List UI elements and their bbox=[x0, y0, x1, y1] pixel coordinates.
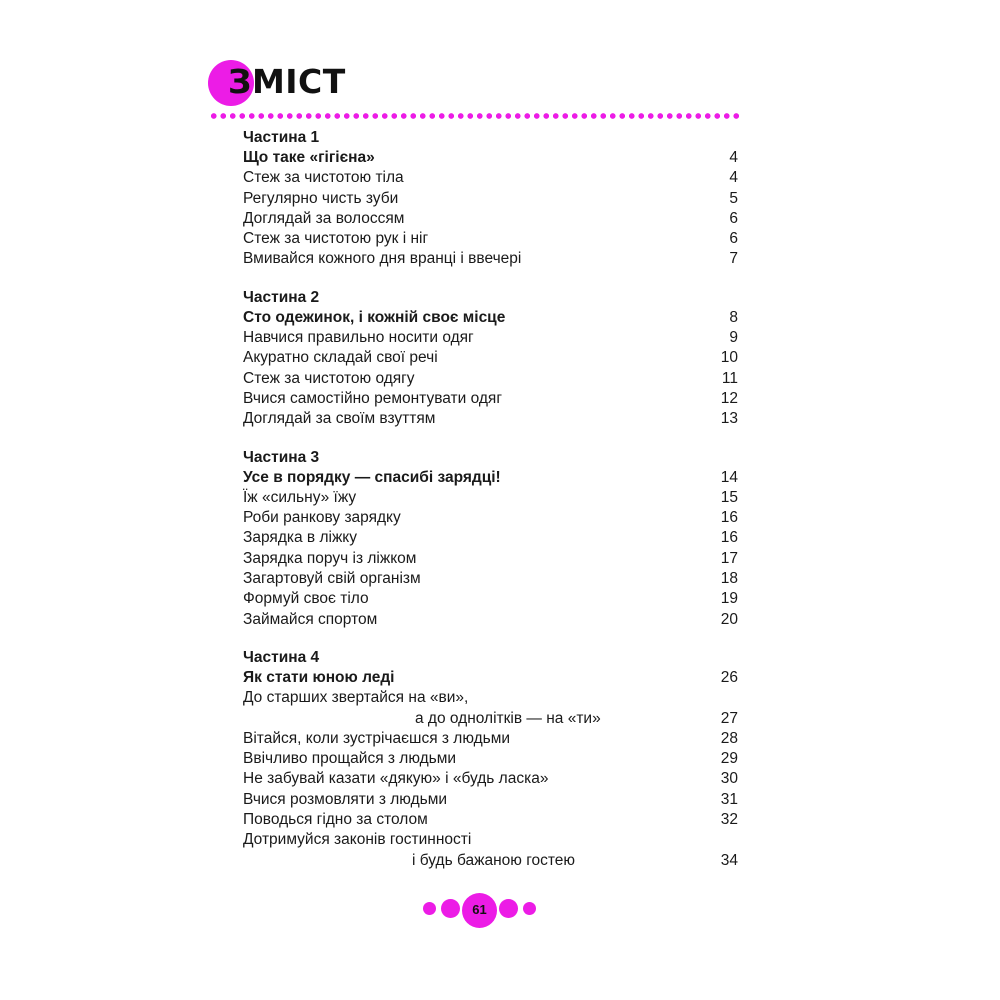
toc-entry bbox=[243, 168, 738, 188]
toc-entry-page-number: 7 bbox=[729, 250, 738, 268]
toc-part-4 bbox=[243, 648, 738, 871]
toc-entry-page-number: 12 bbox=[720, 389, 738, 407]
part-label: Частина 2 bbox=[243, 288, 320, 306]
toc-entry bbox=[243, 549, 738, 569]
toc-section-heading bbox=[243, 668, 738, 688]
toc-entry-page-number: 8 bbox=[729, 308, 738, 326]
toc-entry bbox=[243, 851, 738, 871]
toc-entry-page-number: 13 bbox=[720, 410, 738, 428]
toc-entry-page-number: 34 bbox=[720, 851, 738, 869]
toc-entry bbox=[243, 229, 738, 249]
toc-entry-title: Доглядай за волоссям bbox=[243, 209, 405, 227]
toc-entry-page-number: 29 bbox=[720, 750, 738, 768]
toc-entry-title: Доглядай за своїм взуттям bbox=[243, 410, 436, 428]
toc-entry bbox=[243, 709, 738, 729]
toc-entry bbox=[243, 488, 738, 508]
toc-entry bbox=[243, 749, 738, 769]
toc-entry-page-number: 9 bbox=[729, 329, 738, 347]
toc-part-2 bbox=[243, 288, 738, 430]
toc-entry-title: а до однолітків — на «ти» bbox=[415, 709, 601, 727]
toc-entry bbox=[243, 569, 738, 589]
toc-entry-page-number: 28 bbox=[720, 729, 738, 747]
page-number: 61 bbox=[462, 893, 497, 928]
toc-entry-title: Роби ранкову зарядку bbox=[243, 509, 401, 527]
toc-entry bbox=[243, 790, 738, 810]
toc-entry-page-number: 4 bbox=[729, 169, 738, 187]
toc-entry bbox=[243, 209, 738, 229]
toc-section-heading bbox=[243, 468, 738, 488]
toc-entry-page-number: 15 bbox=[720, 488, 738, 506]
toc-entry bbox=[243, 810, 738, 830]
toc-entry-page-number: 5 bbox=[729, 189, 738, 207]
part-label: Частина 3 bbox=[243, 448, 320, 466]
dotted-divider bbox=[209, 111, 741, 121]
toc-entry-title: Регулярно чисть зуби bbox=[243, 189, 399, 207]
toc-entry-page-number: 10 bbox=[720, 349, 738, 367]
toc-entry-title: і будь бажаною гостею bbox=[412, 851, 576, 869]
toc-entry-title: Стеж за чистотою одягу bbox=[243, 369, 415, 387]
toc-entry-page-number: 4 bbox=[729, 149, 738, 166]
toc-entry-title: Сто одежинок, і кожній своє місце bbox=[243, 308, 506, 326]
toc-entry-title: Їж «сильну» їжу bbox=[243, 488, 357, 506]
toc-part-1 bbox=[243, 128, 738, 270]
toc-entry-title: Формуй своє тіло bbox=[243, 590, 369, 608]
toc-entry-title: Що таке «гігієна» bbox=[243, 149, 375, 166]
toc-entry-title: Акуратно складай свої речі bbox=[243, 349, 438, 367]
toc-entry bbox=[243, 769, 738, 789]
toc-entry-page-number: 32 bbox=[720, 811, 738, 829]
toc-section-heading bbox=[243, 148, 738, 168]
toc-entry-page-number: 14 bbox=[720, 468, 738, 486]
toc-entry bbox=[243, 328, 738, 348]
toc-entry-title: Вітайся, коли зустрічаєшся з людьми bbox=[243, 729, 511, 747]
toc-entry-page-number: 26 bbox=[720, 668, 738, 686]
toc-entry-title: Займайся спортом bbox=[243, 610, 378, 628]
toc-entry-page-number: 19 bbox=[720, 590, 738, 608]
toc-entry-title: Навчися правильно носити одяг bbox=[243, 329, 474, 347]
toc-entry bbox=[243, 389, 738, 409]
toc-entry bbox=[243, 508, 738, 528]
toc-entry-page-number: 18 bbox=[720, 570, 738, 588]
toc-entry-title: Усе в порядку — спасибі зарядці! bbox=[243, 468, 501, 486]
toc-entry-page-number: 6 bbox=[729, 230, 738, 248]
toc-entry bbox=[243, 528, 738, 548]
toc-entry-title: До старших звертайся на «ви», bbox=[243, 689, 469, 707]
footer-dot bbox=[499, 899, 518, 918]
footer-dot bbox=[423, 902, 436, 915]
toc-entry-page-number: 31 bbox=[720, 790, 738, 808]
table-of-contents bbox=[243, 128, 738, 871]
toc-entry bbox=[243, 409, 738, 429]
toc-part-3 bbox=[243, 448, 738, 630]
toc-entry-title: Зарядка поруч із ліжком bbox=[243, 549, 417, 567]
toc-entry-title: Дотримуйся законів гостинності bbox=[243, 831, 472, 849]
toc-entry-page-number: 6 bbox=[729, 209, 738, 227]
toc-entry bbox=[243, 369, 738, 389]
toc-entry-title: Ввічливо прощайся з людьми bbox=[243, 750, 457, 768]
toc-entry bbox=[243, 610, 738, 630]
toc-entry-page-number: 17 bbox=[720, 549, 738, 567]
toc-entry bbox=[243, 830, 738, 850]
toc-entry-title: Як стати юною леді bbox=[243, 668, 395, 686]
toc-entry bbox=[243, 249, 738, 269]
toc-entry-title: Стеж за чистотою тіла bbox=[243, 169, 404, 187]
toc-section-heading bbox=[243, 308, 738, 328]
toc-entry-title: Вмивайся кожного дня вранці і ввечері bbox=[243, 250, 522, 268]
toc-entry bbox=[243, 189, 738, 209]
page-footer bbox=[420, 893, 540, 933]
footer-dot bbox=[523, 902, 536, 915]
part-label: Частина 4 bbox=[243, 648, 320, 666]
toc-entry bbox=[243, 729, 738, 749]
part-label: Частина 1 bbox=[243, 129, 320, 146]
toc-entry bbox=[243, 688, 738, 708]
toc-entry-page-number: 27 bbox=[720, 709, 738, 727]
toc-entry-page-number: 30 bbox=[720, 770, 738, 788]
toc-entry-page-number: 11 bbox=[721, 369, 738, 387]
toc-entry bbox=[243, 589, 738, 609]
toc-entry-title: Вчися розмовляти з людьми bbox=[243, 790, 448, 808]
toc-entry-title: Загартовуй свій організм bbox=[243, 570, 421, 588]
toc-entry bbox=[243, 348, 738, 368]
toc-entry-title: Стеж за чистотою рук і ніг bbox=[243, 230, 429, 248]
toc-entry-page-number: 20 bbox=[720, 610, 738, 628]
toc-entry-title: Поводься гідно за столом bbox=[243, 811, 428, 829]
page-title: ЗМІСТ bbox=[228, 62, 346, 101]
footer-dot bbox=[441, 899, 460, 918]
toc-entry-title: Вчися самостійно ремонтувати одяг bbox=[243, 389, 502, 407]
toc-entry-title: Зарядка в ліжку bbox=[243, 529, 358, 547]
toc-entry-page-number: 16 bbox=[720, 509, 738, 527]
toc-entry-title: Не забувай казати «дякую» і «будь ласка» bbox=[243, 770, 549, 788]
toc-entry-page-number: 16 bbox=[720, 529, 738, 547]
